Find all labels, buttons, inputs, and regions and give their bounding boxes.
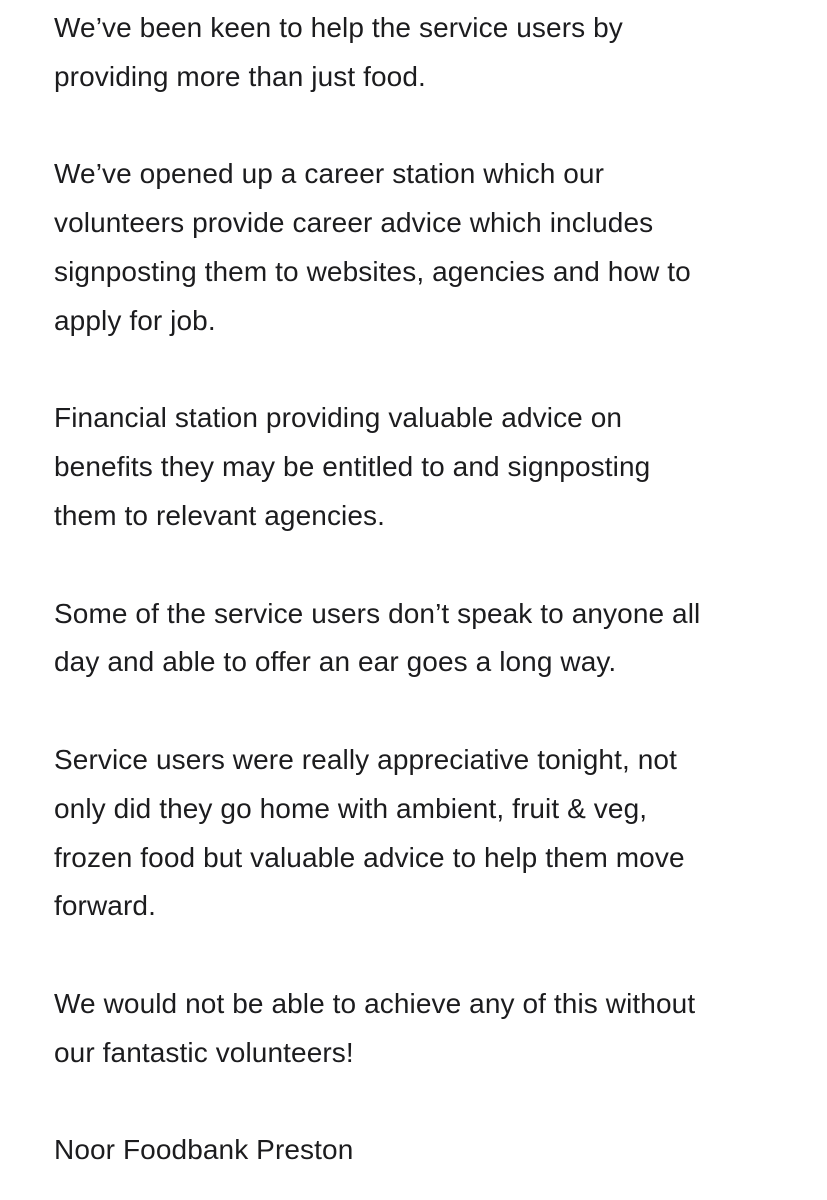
paragraph-spacer	[54, 931, 794, 980]
signature: Noor Foodbank Preston	[54, 1134, 354, 1166]
paragraph-spacer	[54, 541, 794, 590]
paragraph-line: only did they go home with ambient, fruit & veg,	[54, 792, 648, 824]
paragraph-spacer	[54, 346, 794, 395]
paragraph-line: volunteers provide career advice which includes	[54, 207, 654, 239]
paragraph-line: Some of the service users don’t speak to anyone all	[54, 597, 701, 629]
paragraph-line: them to relevant agencies.	[54, 499, 386, 531]
paragraph-line: We’ve been keen to help the service users by	[54, 12, 623, 43]
paragraph-thanks	[54, 980, 794, 1078]
paragraph-spacer	[54, 102, 794, 151]
paragraph-line: forward.	[54, 890, 156, 922]
paragraph-line: day and able to offer an ear goes a long way.	[54, 646, 617, 678]
paragraph-line: We would not be able to achieve any of this without	[54, 987, 696, 1019]
paragraph-intro	[54, 4, 794, 102]
paragraph-line: We’ve opened up a career station which our	[54, 158, 605, 190]
paragraph-spacer	[54, 687, 794, 736]
paragraph-line: benefits they may be entitled to and signposting	[54, 451, 651, 483]
paragraph-career-station	[54, 150, 794, 345]
paragraph-line: our fantastic volunteers!	[54, 1036, 354, 1068]
paragraph-appreciation	[54, 736, 794, 931]
paragraph-line: signposting them to websites, agencies and how to	[54, 255, 691, 287]
paragraph-line: Financial station providing valuable advice on	[54, 402, 623, 434]
paragraph-spacer	[54, 1078, 794, 1127]
note-body	[54, 4, 794, 1175]
paragraph-listening	[54, 590, 794, 688]
paragraph-line: frozen food but valuable advice to help them move	[54, 841, 685, 873]
paragraph-line: apply for job.	[54, 304, 216, 336]
paragraph-line: providing more than just food.	[54, 60, 426, 92]
paragraph-line: Service users were really appreciative tonight, not	[54, 743, 677, 775]
paragraph-financial-station	[54, 394, 794, 540]
